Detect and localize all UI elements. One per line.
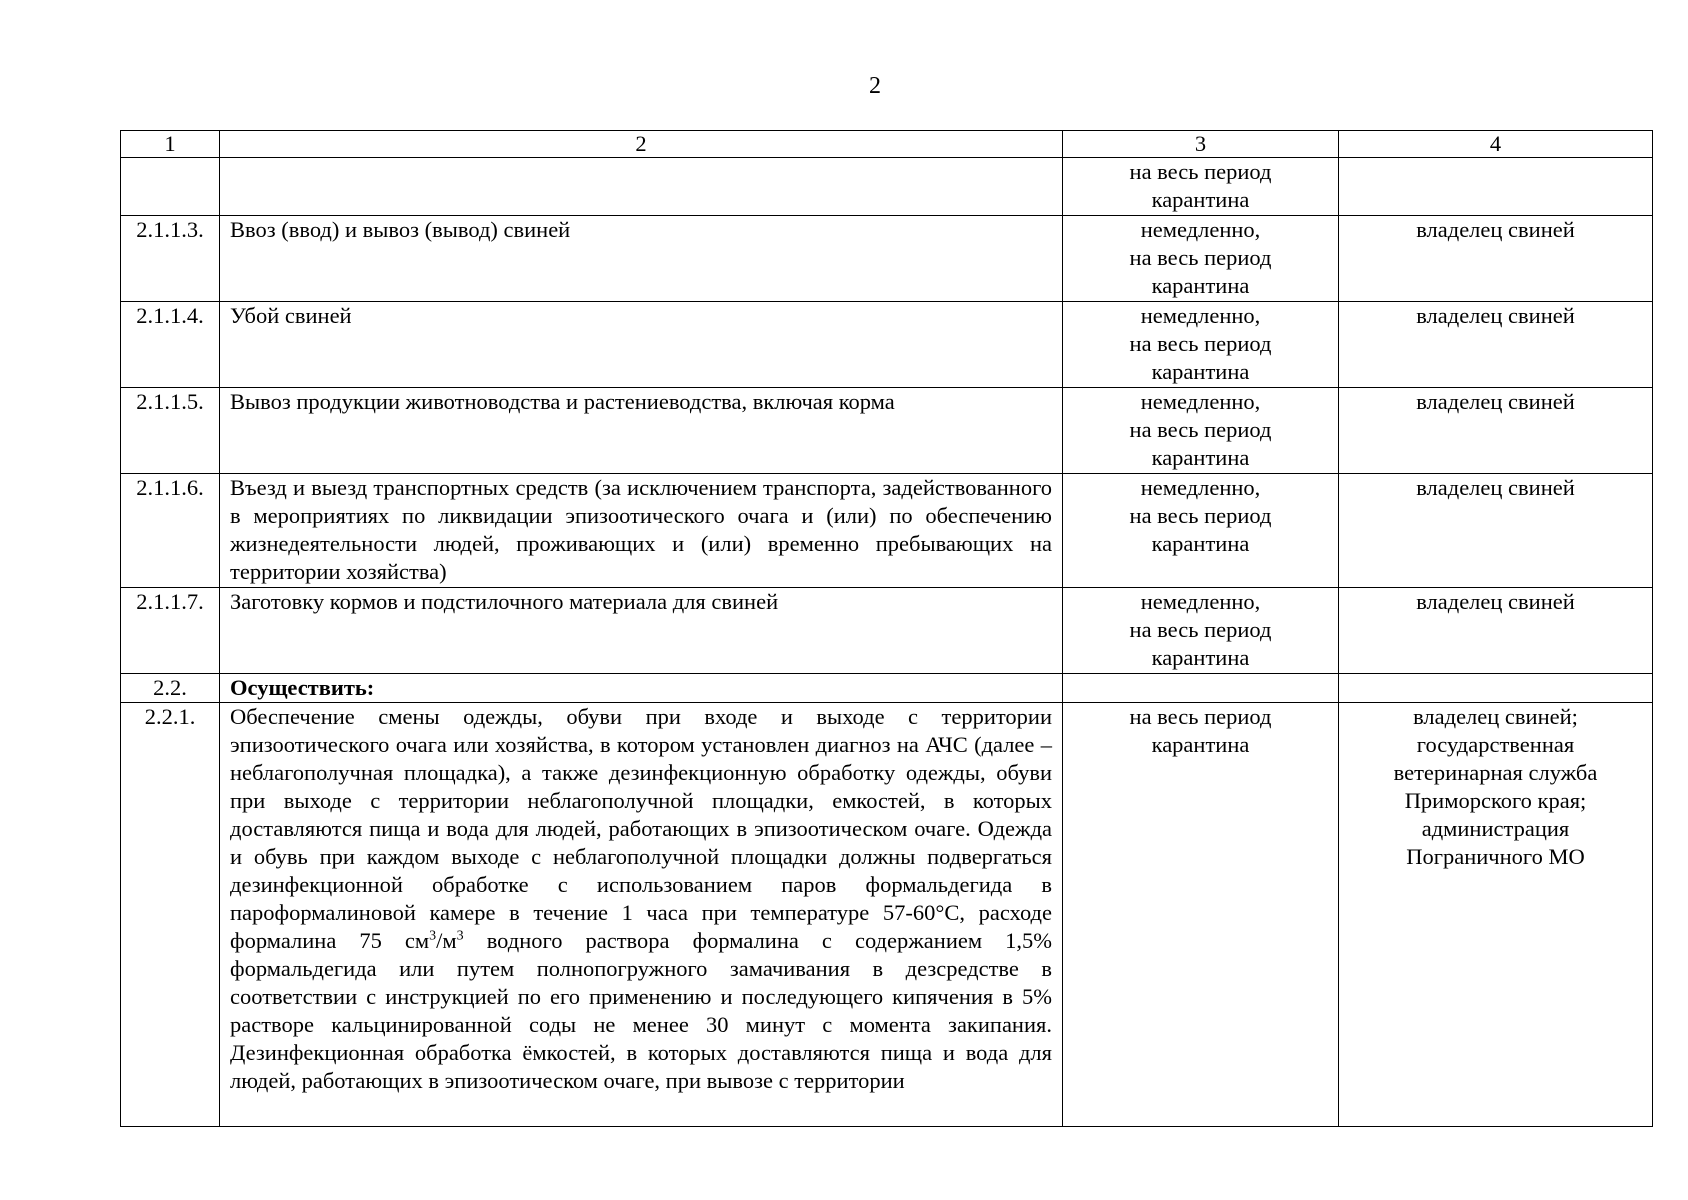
row-number: 2.1.1.4. bbox=[121, 302, 220, 388]
table-header-row bbox=[121, 131, 1653, 158]
header-col-1: 1 bbox=[121, 131, 220, 158]
table-row bbox=[121, 388, 1653, 474]
page-number: 2 bbox=[869, 73, 881, 99]
row-term: немедленно, на весь период карантина bbox=[1063, 216, 1339, 302]
row-responsible: владелец свиней bbox=[1339, 216, 1653, 302]
description-text-part: /м bbox=[436, 928, 457, 953]
superscript: 3 bbox=[429, 928, 437, 944]
table-row bbox=[121, 216, 1653, 302]
row-description: Въезд и выезд транспортных средств (за исключением транспорта, задействованного в мероприятиях по ликвидации эпизоотического очага и (или) по обеспечению жизнедеятельности людей, проживающих и (или) временно пребывающих на территории хозяйства) bbox=[220, 474, 1063, 588]
row-term: на весь период карантина bbox=[1063, 158, 1339, 216]
row-term: немедленно, на весь период карантина bbox=[1063, 474, 1339, 588]
measures-table bbox=[120, 130, 1653, 1127]
row-number bbox=[121, 158, 220, 216]
row-description: Ввоз (ввод) и вывоз (вывод) свиней bbox=[220, 216, 1063, 302]
row-number: 2.2. bbox=[121, 674, 220, 703]
row-term: немедленно, на весь период карантина bbox=[1063, 388, 1339, 474]
header-col-4: 4 bbox=[1339, 131, 1653, 158]
row-description: Заготовку кормов и подстилочного материала для свиней bbox=[220, 588, 1063, 674]
row-term bbox=[1063, 674, 1339, 703]
row-number: 2.1.1.3. bbox=[121, 216, 220, 302]
description-text-part: Обеспечение смены одежды, обуви при входе и выходе с территории эпизоотического очага или хозяйства, в котором установлен диагноз на АЧС (далее – неблагополучная площадка), а также дезинфекционную обработку одежды, обуви при выходе с территории неблагополучной площадки, емкостей, в которых доставляются пища и вода для людей, работающих в эпизоотическом очаге. Одежда и обувь при каждом выходе с неблагополучной площадки должны подвергаться дезинфекционной обработке с использованием паров формальдегида в пароформалиновой камере в течение 1 часа при температуре 57-60°C, расходе формалина 75 см bbox=[230, 704, 1052, 953]
row-number: 2.1.1.6. bbox=[121, 474, 220, 588]
row-term: немедленно, на весь период карантина bbox=[1063, 302, 1339, 388]
table-row bbox=[121, 302, 1653, 388]
row-responsible: владелец свиней bbox=[1339, 474, 1653, 588]
description-text-part: водного раствора формалина с содержанием 1,5% формальдегида или путем полнопогружного замачивания в дезсредстве в соответствии с инструкцией по его применению и последующего кипячения в 5% растворе кальцинированной соды не менее 30 минут с момента закипания. Дезинфекционная обработка ёмкостей, в которых доставляются пища и вода для людей, работающих в эпизоотическом очаге, при вывозе с территории bbox=[230, 928, 1053, 1093]
row-number: 2.1.1.5. bbox=[121, 388, 220, 474]
row-description: Вывоз продукции животноводства и растениеводства, включая корма bbox=[220, 388, 1063, 474]
section-heading: Осуществить: bbox=[220, 674, 1063, 703]
table-row bbox=[121, 474, 1653, 588]
row-responsible: владелец свиней bbox=[1339, 588, 1653, 674]
table-row bbox=[121, 674, 1653, 703]
header-col-2: 2 bbox=[220, 131, 1063, 158]
table-row bbox=[121, 703, 1653, 1127]
row-responsible: владелец свиней bbox=[1339, 302, 1653, 388]
row-description: Убой свиней bbox=[220, 302, 1063, 388]
row-responsible bbox=[1339, 158, 1653, 216]
table-row bbox=[121, 158, 1653, 216]
row-responsible: владелец свиней; государственная ветеринарная служба Приморского края; администрация Пограничного МО bbox=[1339, 703, 1653, 1127]
table-row bbox=[121, 588, 1653, 674]
superscript: 3 bbox=[456, 928, 464, 944]
header-col-3: 3 bbox=[1063, 131, 1339, 158]
row-responsible bbox=[1339, 674, 1653, 703]
row-number: 2.2.1. bbox=[121, 703, 220, 1127]
row-number: 2.1.1.7. bbox=[121, 588, 220, 674]
row-term: немедленно, на весь период карантина bbox=[1063, 588, 1339, 674]
row-description bbox=[220, 703, 1063, 1127]
row-responsible: владелец свиней bbox=[1339, 388, 1653, 474]
row-term: на весь период карантина bbox=[1063, 703, 1339, 1127]
row-description bbox=[220, 158, 1063, 216]
